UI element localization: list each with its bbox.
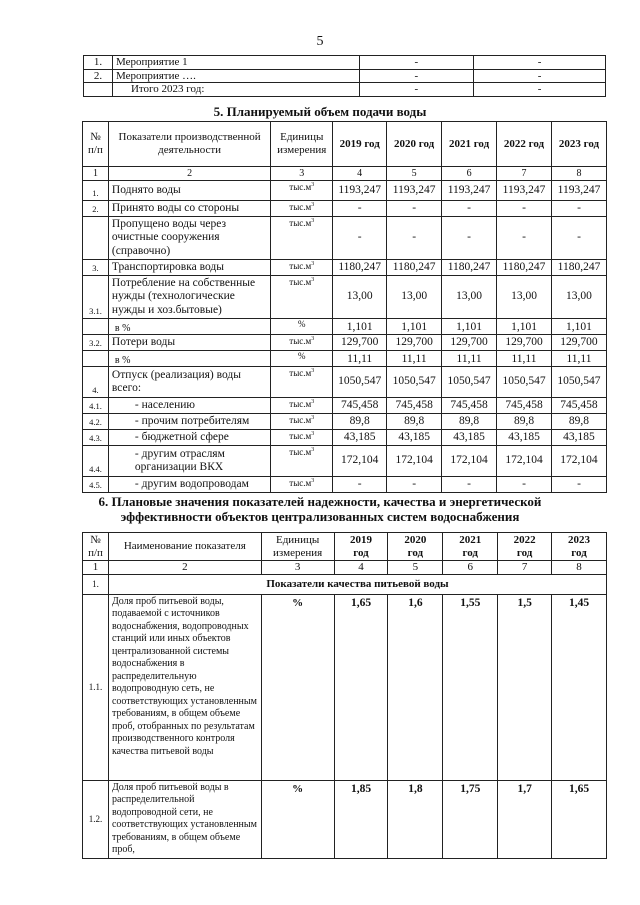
row-index: 4.4. xyxy=(83,446,109,477)
value-cell: 172,104 xyxy=(551,446,606,477)
total-label: Итого 2023 год: xyxy=(112,83,359,97)
section-6-title-line-2: эффективности объектов централизованных систем водоснабжения xyxy=(120,509,520,524)
unit-superscript: 3 xyxy=(311,478,315,484)
value-cell: - xyxy=(387,477,442,493)
value-cell: 745,458 xyxy=(442,398,497,414)
unit-label: тыс.м xyxy=(289,368,312,378)
col-header-year: 2023 год xyxy=(551,122,606,167)
value-cell: 1050,547 xyxy=(551,367,606,398)
value-cell: 1193,247 xyxy=(551,181,606,201)
value-cell: 129,700 xyxy=(497,335,552,351)
table-row xyxy=(83,351,607,367)
unit-label: тыс.м xyxy=(289,399,312,409)
col-header-indicator: Наименование показателя xyxy=(108,533,261,561)
col-number: 7 xyxy=(498,561,552,575)
value-cell: 1193,247 xyxy=(333,181,387,201)
row-index: 4.5. xyxy=(83,477,109,493)
value-cell: 1180,247 xyxy=(387,260,442,276)
measure-value: - xyxy=(474,56,606,70)
indicator-name: Доля проб питьевой воды, подаваемой с источников водоснабжения, водопроводных станций или иных объектов централизованной системы водоснабжения в распределительную водопроводную сеть, не соответствующих установленным требованиям, в общем объеме проб, отобранных по результатам производственного контроля качества питьевой воды xyxy=(108,594,261,780)
row-index: 2. xyxy=(83,201,109,217)
header-row xyxy=(83,122,607,167)
col-header-year xyxy=(498,533,552,561)
column-numbers-row xyxy=(83,561,607,575)
col-header-year: 2019 год xyxy=(333,122,387,167)
year-suffix: год xyxy=(516,546,533,559)
col-header-year xyxy=(552,533,607,561)
value-cell: 1050,547 xyxy=(442,367,497,398)
unit-label: тыс.м xyxy=(289,202,312,212)
year-value: 2022 xyxy=(513,534,536,547)
section-5-title: 5. Планируемый объем подачи воды xyxy=(213,104,427,119)
value-cell: 129,700 xyxy=(442,335,497,351)
value-cell: 89,8 xyxy=(387,414,442,430)
indicator-name: - населению xyxy=(108,398,270,414)
table-row xyxy=(84,69,606,83)
unit-label: тыс.м xyxy=(289,431,312,441)
value-cell: - xyxy=(442,201,497,217)
row-index xyxy=(83,217,109,260)
table-row xyxy=(83,217,607,260)
measure-value: - xyxy=(474,69,606,83)
section-6-title xyxy=(0,494,640,524)
col-header-unit: Единицы измерения xyxy=(261,533,334,561)
col-number: 3 xyxy=(271,167,333,181)
year-suffix: год xyxy=(571,546,587,559)
value-cell: - xyxy=(387,217,442,260)
table-row xyxy=(83,260,607,276)
indicator-name: Транспортировка воды xyxy=(108,260,270,276)
col-number: 5 xyxy=(387,167,442,181)
empty-cell xyxy=(84,83,113,97)
measure-name: Мероприятие 1 xyxy=(112,56,359,70)
year-suffix: год xyxy=(353,546,369,559)
unit-label: тыс.м xyxy=(289,447,312,457)
value-cell: 1,45 xyxy=(552,594,607,780)
col-header-num: № п/п xyxy=(83,533,109,561)
row-index: 1.1. xyxy=(83,594,109,780)
col-header-year: 2021 год xyxy=(442,122,497,167)
value-cell: 11,11 xyxy=(551,351,606,367)
group-row xyxy=(83,574,607,594)
col-number: 1 xyxy=(83,167,109,181)
row-index: 3.2. xyxy=(83,335,109,351)
value-cell: 1,101 xyxy=(442,319,497,335)
value-cell: - xyxy=(497,217,552,260)
value-cell: - xyxy=(497,477,552,493)
unit-cell: % xyxy=(261,780,334,858)
value-cell: 43,185 xyxy=(333,430,387,446)
indicator-name: - другим отраслям организации ВКХ xyxy=(108,446,270,477)
value-cell: 43,185 xyxy=(497,430,552,446)
row-number: 2. xyxy=(84,69,113,83)
table-row xyxy=(83,201,607,217)
year-suffix: год xyxy=(462,546,478,559)
value-cell: 172,104 xyxy=(497,446,552,477)
measures-table xyxy=(83,55,606,97)
table-row xyxy=(83,414,607,430)
unit-label: тыс.м xyxy=(289,261,312,271)
value-cell: 1180,247 xyxy=(442,260,497,276)
unit-superscript: 3 xyxy=(311,399,315,405)
value-cell: 129,700 xyxy=(387,335,442,351)
col-number: 6 xyxy=(442,167,497,181)
value-cell: 1193,247 xyxy=(497,181,552,201)
col-header-year: 2020 год xyxy=(387,122,442,167)
year-value: 2020 xyxy=(404,534,427,547)
unit-superscript: 3 xyxy=(311,182,315,188)
value-cell: - xyxy=(442,217,497,260)
unit-superscript: 3 xyxy=(311,431,315,437)
value-cell: 1,101 xyxy=(333,319,387,335)
indicator-name: Потребление на собственные нужды (технологические нужды и хоз.бытовые) xyxy=(108,276,270,319)
value-cell: 1,8 xyxy=(388,780,443,858)
unit-cell xyxy=(271,430,333,446)
unit-cell xyxy=(271,260,333,276)
measure-value: - xyxy=(359,69,474,83)
measure-name: Мероприятие …. xyxy=(112,69,359,83)
value-cell: 13,00 xyxy=(333,276,387,319)
value-cell: 1180,247 xyxy=(333,260,387,276)
value-cell: 1,101 xyxy=(497,319,552,335)
col-header-num: № п/п xyxy=(83,122,109,167)
row-index: 1. xyxy=(83,574,109,594)
unit-label: тыс.м xyxy=(289,218,312,228)
col-number: 4 xyxy=(334,561,388,575)
value-cell: 745,458 xyxy=(387,398,442,414)
unit-superscript: 3 xyxy=(311,218,315,224)
indicator-name: Поднято воды xyxy=(108,181,270,201)
value-cell: 11,11 xyxy=(333,351,387,367)
unit-label: тыс.м xyxy=(289,182,312,192)
value-cell: 1,101 xyxy=(551,319,606,335)
year-value: 2019 xyxy=(350,534,373,547)
section-6-title-line-1: 6. Плановые значения показателей надежности, качества и энергетической xyxy=(98,494,542,509)
unit-superscript: 3 xyxy=(311,336,315,342)
col-header-year xyxy=(388,533,443,561)
col-number: 2 xyxy=(108,167,270,181)
unit-label: тыс.м xyxy=(289,336,312,346)
unit-cell: % xyxy=(271,351,333,367)
indicator-name: Отпуск (реализация) воды всего: xyxy=(108,367,270,398)
row-index xyxy=(83,351,109,367)
group-title: Показатели качества питьевой воды xyxy=(108,574,606,594)
unit-cell xyxy=(271,398,333,414)
unit-label: тыс.м xyxy=(289,415,312,425)
row-index: 4.1. xyxy=(83,398,109,414)
indicator-name: в % xyxy=(108,351,270,367)
col-header-year xyxy=(334,533,388,561)
unit-cell xyxy=(271,217,333,260)
measure-value: - xyxy=(359,83,474,97)
indicator-name: Доля проб питьевой воды в распределительной водопроводной сети, не соответствующих установленным требованиям, в общем объеме проб, xyxy=(108,780,261,858)
unit-cell xyxy=(271,414,333,430)
unit-cell xyxy=(271,335,333,351)
value-cell: - xyxy=(551,217,606,260)
col-number: 4 xyxy=(333,167,387,181)
value-cell: 745,458 xyxy=(333,398,387,414)
year-value: 2023 xyxy=(568,534,591,547)
value-cell: 1,85 xyxy=(334,780,388,858)
value-cell: 129,700 xyxy=(551,335,606,351)
table-row xyxy=(83,430,607,446)
unit-superscript: 3 xyxy=(311,415,315,421)
value-cell: 1193,247 xyxy=(442,181,497,201)
col-number: 6 xyxy=(443,561,498,575)
value-cell: 1,65 xyxy=(334,594,388,780)
value-cell: 1,5 xyxy=(498,594,552,780)
table-row xyxy=(83,367,607,398)
unit-superscript: 3 xyxy=(311,202,315,208)
col-header-year xyxy=(443,533,498,561)
col-number: 3 xyxy=(261,561,334,575)
year-value: 2021 xyxy=(459,534,482,547)
unit-superscript: 3 xyxy=(311,277,315,283)
value-cell: 13,00 xyxy=(387,276,442,319)
unit-cell xyxy=(271,367,333,398)
value-cell: 13,00 xyxy=(442,276,497,319)
value-cell: 1193,247 xyxy=(387,181,442,201)
value-cell: 1050,547 xyxy=(497,367,552,398)
unit-cell xyxy=(271,446,333,477)
row-number: 1. xyxy=(84,56,113,70)
value-cell: 11,11 xyxy=(387,351,442,367)
value-cell: 13,00 xyxy=(551,276,606,319)
row-index: 1. xyxy=(83,181,109,201)
row-index: 3.1. xyxy=(83,276,109,319)
col-number: 2 xyxy=(108,561,261,575)
value-cell: - xyxy=(442,477,497,493)
quality-indicators-table xyxy=(82,532,607,859)
col-number: 1 xyxy=(83,561,109,575)
value-cell: 129,700 xyxy=(333,335,387,351)
value-cell: 745,458 xyxy=(497,398,552,414)
value-cell: 172,104 xyxy=(333,446,387,477)
row-index: 4.3. xyxy=(83,430,109,446)
indicator-name: Пропущено воды через очистные сооружения (справочно) xyxy=(108,217,270,260)
value-cell: - xyxy=(333,217,387,260)
col-header-year: 2022 год xyxy=(497,122,552,167)
unit-cell: % xyxy=(261,594,334,780)
table-row xyxy=(83,446,607,477)
measure-value: - xyxy=(474,83,606,97)
value-cell: 1050,547 xyxy=(387,367,442,398)
table-row xyxy=(84,83,606,97)
table-row xyxy=(83,319,607,335)
unit-cell: % xyxy=(271,319,333,335)
unit-cell xyxy=(271,181,333,201)
indicator-name: - другим водопроводам xyxy=(108,477,270,493)
value-cell: 1,75 xyxy=(443,780,498,858)
indicator-name: Принято воды со стороны xyxy=(108,201,270,217)
page-number: 5 xyxy=(316,34,324,49)
value-cell: 43,185 xyxy=(387,430,442,446)
value-cell: 43,185 xyxy=(551,430,606,446)
unit-superscript: 3 xyxy=(311,261,315,267)
value-cell: 1,101 xyxy=(387,319,442,335)
value-cell: 745,458 xyxy=(551,398,606,414)
value-cell: 11,11 xyxy=(497,351,552,367)
unit-superscript: 3 xyxy=(311,447,315,453)
value-cell: 172,104 xyxy=(442,446,497,477)
unit-cell xyxy=(271,201,333,217)
row-index: 4.2. xyxy=(83,414,109,430)
table-row xyxy=(83,398,607,414)
table-row xyxy=(83,477,607,493)
value-cell: - xyxy=(551,201,606,217)
value-cell: - xyxy=(333,477,387,493)
value-cell: 89,8 xyxy=(333,414,387,430)
column-numbers-row xyxy=(83,167,607,181)
col-header-unit: Единицы измерения xyxy=(271,122,333,167)
value-cell: 89,8 xyxy=(497,414,552,430)
unit-superscript: 3 xyxy=(311,368,315,374)
measure-value: - xyxy=(359,56,474,70)
indicator-name: Потери воды xyxy=(108,335,270,351)
indicator-name: в % xyxy=(108,319,270,335)
header-row xyxy=(83,533,607,561)
row-index: 4. xyxy=(83,367,109,398)
row-index xyxy=(83,319,109,335)
value-cell: - xyxy=(333,201,387,217)
value-cell: 13,00 xyxy=(497,276,552,319)
value-cell: - xyxy=(551,477,606,493)
indicator-name: - прочим потребителям xyxy=(108,414,270,430)
value-cell: - xyxy=(497,201,552,217)
table-row xyxy=(83,276,607,319)
table-row xyxy=(83,181,607,201)
indicator-name: - бюджетной сфере xyxy=(108,430,270,446)
value-cell: 1050,547 xyxy=(333,367,387,398)
value-cell: 1,6 xyxy=(388,594,443,780)
table-row xyxy=(84,56,606,70)
col-number: 5 xyxy=(388,561,443,575)
col-number: 8 xyxy=(551,167,606,181)
row-index: 3. xyxy=(83,260,109,276)
table-row xyxy=(83,780,607,858)
unit-cell xyxy=(271,276,333,319)
value-cell: 11,11 xyxy=(442,351,497,367)
col-number: 7 xyxy=(497,167,552,181)
value-cell: 43,185 xyxy=(442,430,497,446)
col-header-indicator: Показатели производственной деятельности xyxy=(108,122,270,167)
table-row xyxy=(83,594,607,780)
unit-label: тыс.м xyxy=(289,277,312,287)
value-cell: 1,65 xyxy=(552,780,607,858)
col-number: 8 xyxy=(552,561,607,575)
value-cell: 1180,247 xyxy=(497,260,552,276)
year-suffix: год xyxy=(407,546,424,559)
water-supply-table xyxy=(82,121,607,493)
value-cell: - xyxy=(387,201,442,217)
value-cell: 1,7 xyxy=(498,780,552,858)
table-row xyxy=(83,335,607,351)
value-cell: 172,104 xyxy=(387,446,442,477)
value-cell: 1180,247 xyxy=(551,260,606,276)
unit-label: тыс.м xyxy=(289,478,312,488)
row-index: 1.2. xyxy=(83,780,109,858)
unit-cell xyxy=(271,477,333,493)
value-cell: 89,8 xyxy=(551,414,606,430)
value-cell: 1,55 xyxy=(443,594,498,780)
value-cell: 89,8 xyxy=(442,414,497,430)
